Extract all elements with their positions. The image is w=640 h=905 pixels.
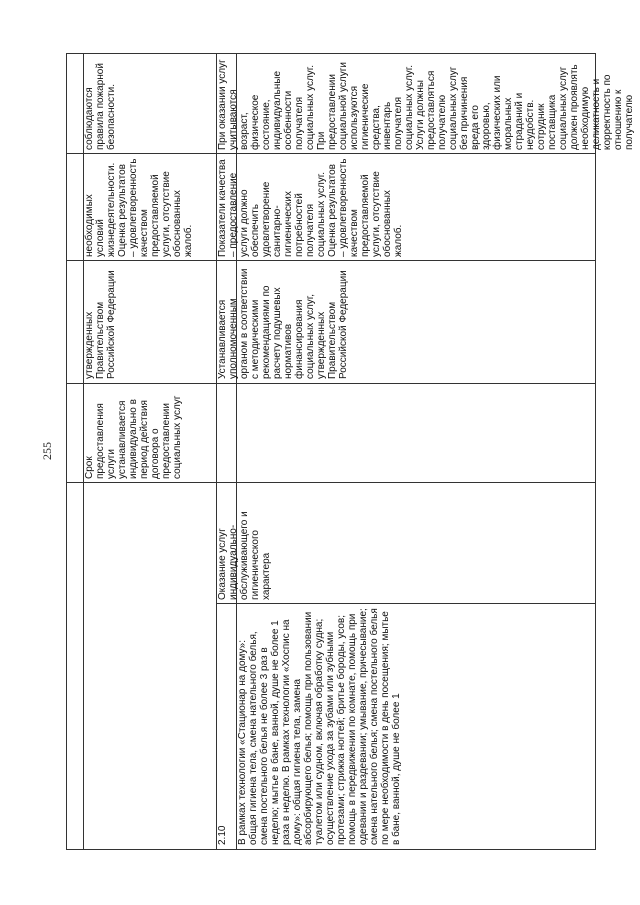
page-number: 255	[40, 442, 54, 460]
service-description: В рамках технологии «Стационар на дому»: общая гигиена тела, смена нательного белья, смена постельного белья не более 3 раз в неделю; мытье в бане, ванной, душе не более 1 раза в неделю. В рамках технологии «Хоспис на дому»: общая гигиена тела, замена абсорбирующего белья; помощь при пользовании туалетом или судном, включая обработку судна; осуществление ухода за зубами или зубными протезами; стрижка ногтей; бритье бороды, усов; помощь в передвижении по комнате, помощь при одевании и раздевании; умывание, причесывание; смена нательного белья; смена постельного белья по мере необходимости в день посещения; мытье в бане, ванной, душе не более 1	[237, 608, 402, 845]
row-number: 2.10	[217, 825, 228, 845]
service-name: Оказание услуг индивидуально-обслуживающего и гигиенического характера	[217, 511, 272, 600]
service-tariff: Устанавливается уполномоченным органом в соответствии с методическими рекомендациями по расчету подушевых нормативов финансирования социальных услуг, утвержденных Правительством Российской Федерации	[217, 268, 349, 379]
service-indicators: Показатели качества – предоставление услуги должно обеспечить удовлетворение санитарно-гигиенических потребностей получателя социальных услуг. Оценка результатов – удовлетворенность качеством предоставляемой услуги, отсутствие обоснованных жалоб.	[217, 158, 404, 257]
table-rule	[595, 54, 596, 849]
service-conditions: При оказании услуг учитываются возраст, физическое состояние, индивидуальные особенности получателя социальных услуг. При предоставлении социальной услуги используются гигиенические средства, инвентарь получателя социальных услуг. Услуги должны предоставляться получателю социальных услуг без причинения вреда его здоровью, физических или моральных страданий и неудобств. сотрудник поставщика социальных услуг должен проявлять необходимую деликатность и корректность по отношению к получателю	[217, 59, 635, 150]
service-term: Срок предоставления услуги устанавливается индивидуально в период действия договора о предоставлении социальных услуг	[84, 395, 183, 479]
top-row-conditions: утвержденных Правительством Российской Федерации	[84, 270, 117, 379]
column-divider	[216, 603, 596, 604]
column-divider	[66, 482, 596, 483]
table-rule	[66, 54, 67, 849]
top-row-notes: соблюдаются правила пожарной безопасности.	[84, 63, 117, 150]
column-divider	[66, 260, 596, 261]
column-divider	[66, 383, 596, 384]
top-row-indicators: необходимых условий жизнедеятельности. Оценка результатов – удовлетворенность качеством предоставляемой услуги, отсутствие обоснованных жалоб.	[84, 158, 194, 257]
rotated-table	[66, 55, 635, 850]
column-divider	[66, 153, 596, 154]
services-table	[66, 53, 635, 850]
